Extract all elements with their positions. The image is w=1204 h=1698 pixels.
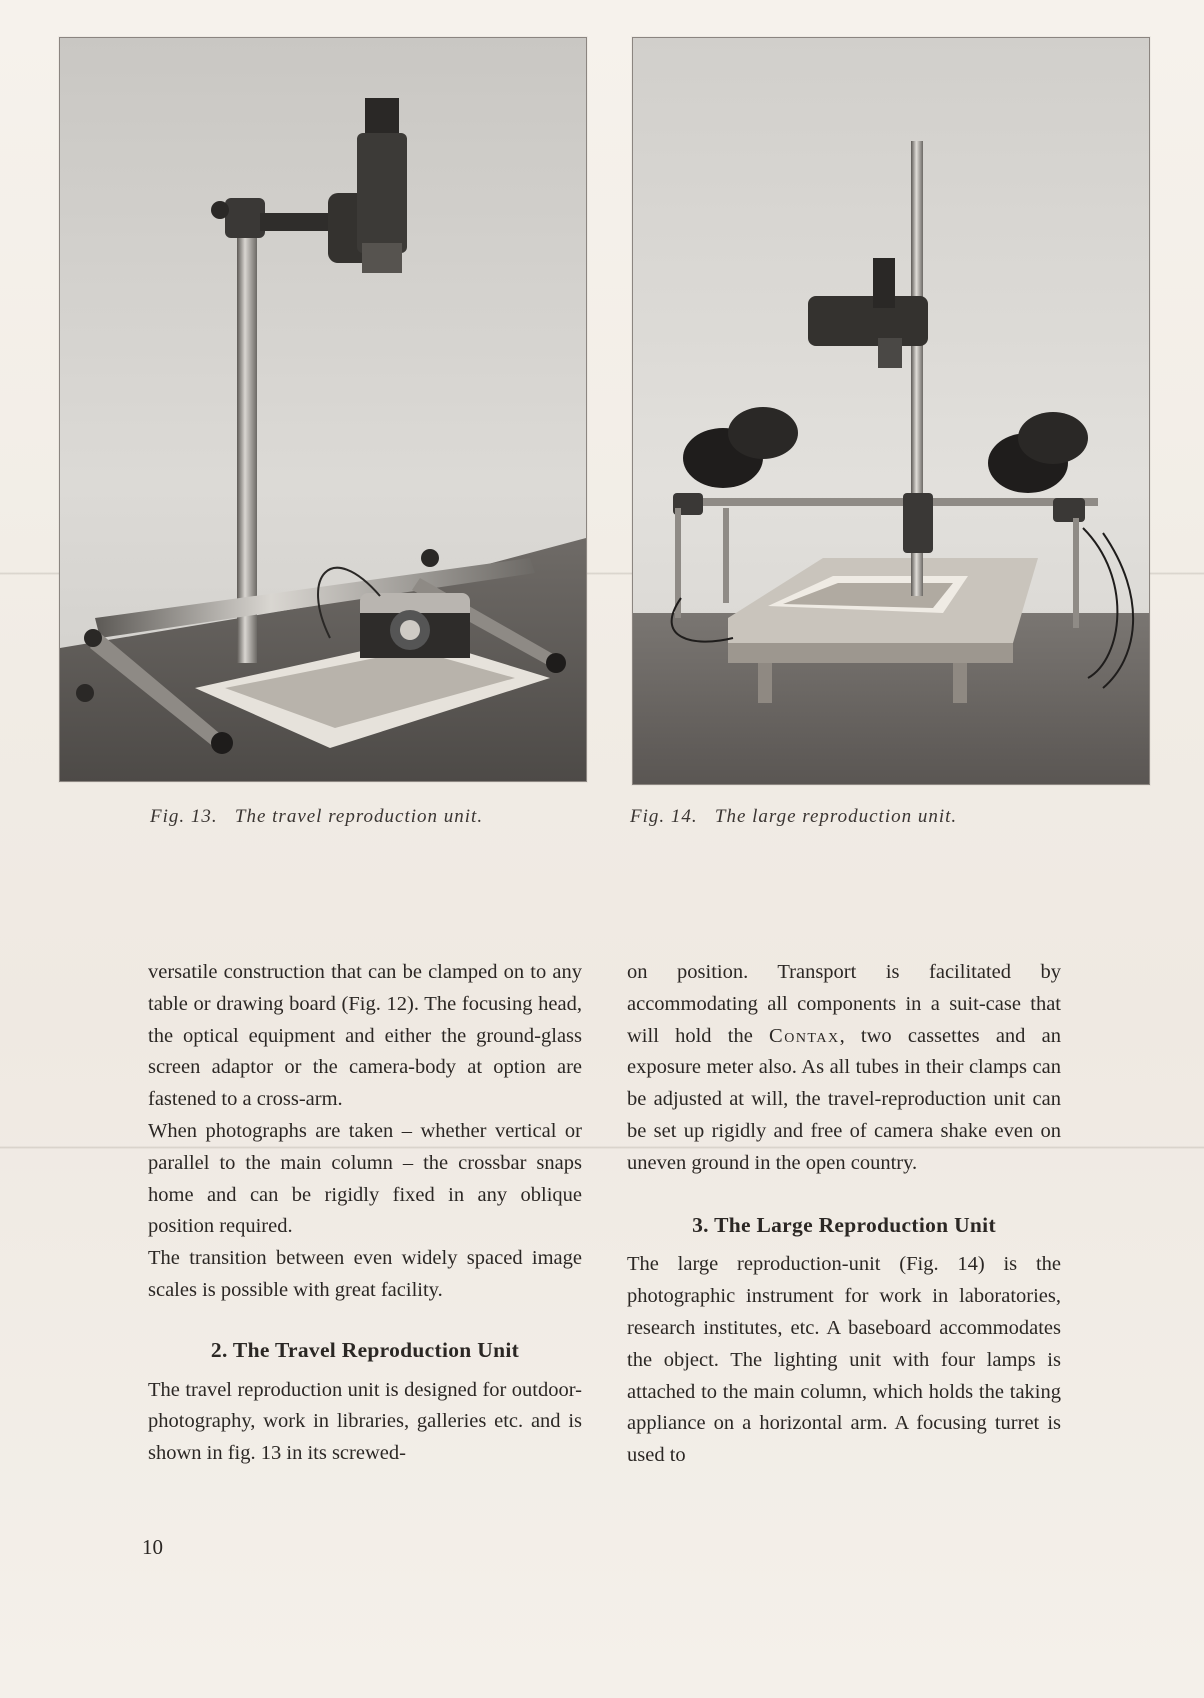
right-paragraph-1-part-b: , two cassettes and an exposure meter also. As all tubes in their clamps can be adjusted at will, the travel-reproduction unit can be set up rigidly and free of camera shake even on uneven ground in the open country.	[627, 1024, 1061, 1174]
figure-14-photo	[632, 37, 1150, 785]
figure-13-caption-text: The travel reproduction unit.	[234, 806, 484, 827]
contax-brand-name: Contax	[769, 1024, 840, 1047]
right-text-column	[627, 957, 1061, 1472]
left-paragraph-1: versatile construction that can be clamped on to any table or drawing board (Fig. 12). The focusing head, the optical equipment and either the ground-glass screen adaptor or the camera-body at option are fastened to a cross-arm.	[148, 961, 582, 1111]
figure-14-caption	[630, 806, 957, 828]
left-paragraph-4: The travel reproduction unit is designed for outdoor-photography, work in libraries, galleries etc. and is shown in fig. 13 in its screwed-	[148, 1378, 582, 1465]
right-paragraph-1	[627, 957, 1061, 1180]
figure-14-caption-number: Fig. 14.	[630, 806, 698, 827]
right-paragraph-2: The large reproduction-unit (Fig. 14) is the photographic instrument for work in laboratories, research institutes, etc. A baseboard accommodates the object. The lighting unit with four lamps is attached to the main column, which holds the taking appliance on a horizontal arm. A focusing turret is used to	[627, 1253, 1061, 1467]
left-text-column	[148, 957, 582, 1470]
figure-13-photo	[59, 37, 587, 782]
left-paragraph-2: When photographs are taken – whether vertical or parallel to the main column – the crossbar snaps home and can be rigidly fixed in any oblique position required.	[148, 1119, 582, 1238]
figure-13-caption-number: Fig. 13.	[150, 806, 218, 827]
right-paragraph-1-part-a: on position. Transport is facilitated by accommodating all components in a suit-case that will hold the	[627, 961, 1061, 1047]
section-heading-travel-unit: 2. The Travel Reproduction Unit	[210, 1337, 520, 1362]
figure-14-caption-text: The large reproduction unit.	[714, 806, 958, 827]
travel-reproduction-unit-image	[60, 38, 586, 781]
page-number: 10	[142, 1535, 163, 1559]
section-heading-large-unit: 3. The Large Reproduction Unit	[692, 1212, 996, 1237]
large-reproduction-unit-image	[633, 38, 1149, 784]
left-paragraph-3: The transition between even widely spaced image scales is possible with great facility.	[148, 1247, 582, 1301]
figure-13-caption	[150, 806, 483, 828]
